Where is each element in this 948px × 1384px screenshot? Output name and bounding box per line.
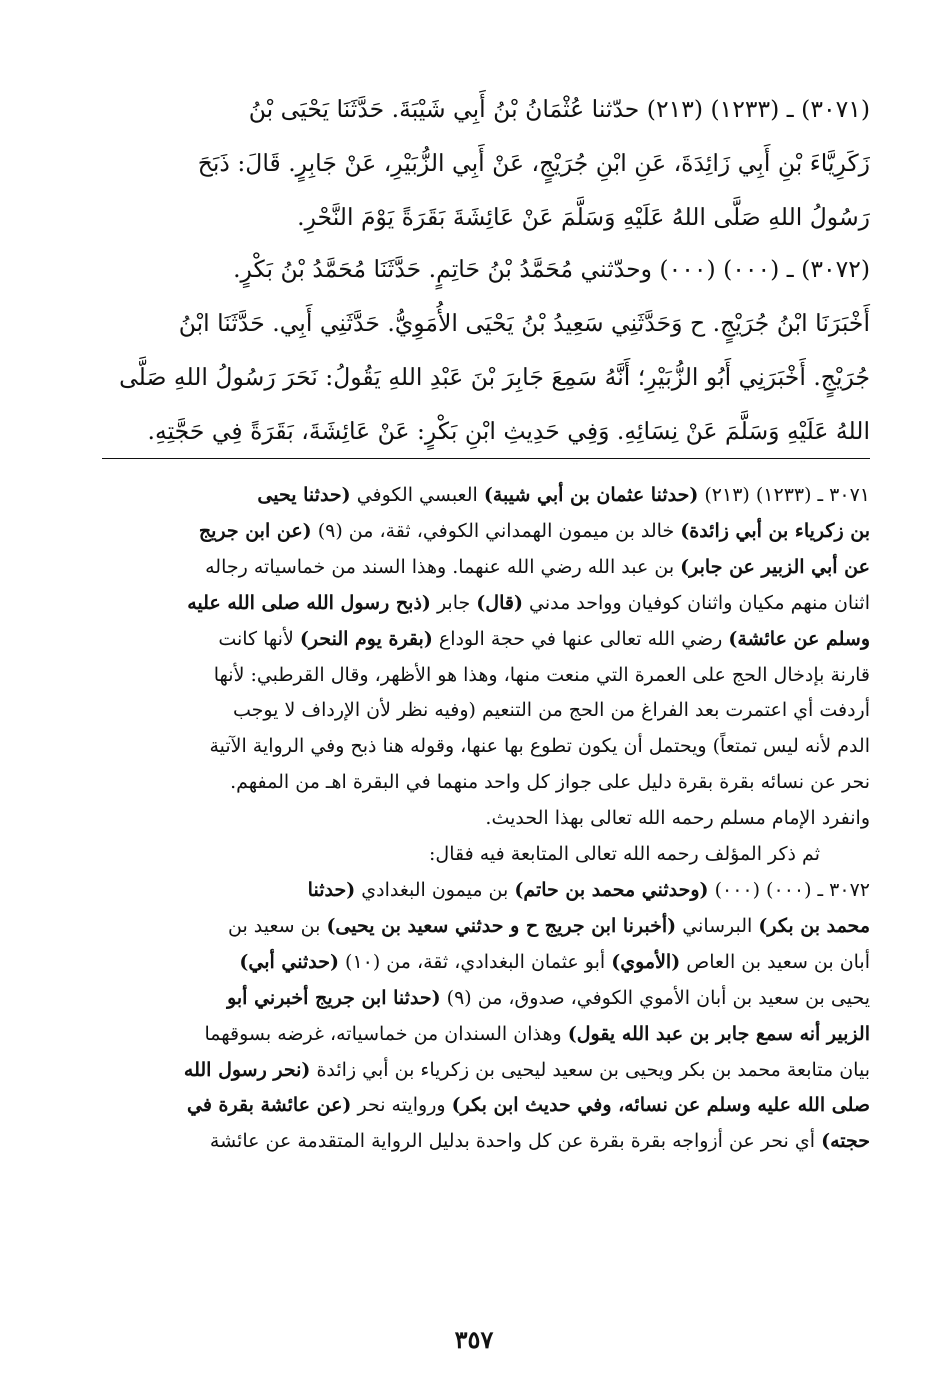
commentary-text: البرساني <box>676 914 759 937</box>
commentary-text: ثم ذكر المؤلف رحمه الله تعالى المتابعة فيه فقال: <box>429 843 820 866</box>
hadith-line: (٣٠٧١) ـ (١٢٣٣) (٢١٣) حدّثنا عُثْمَانُ بْنُ أَبِي شَيْبَةَ. حَدَّثَنَا يَحْيَى بْنُ <box>248 95 870 123</box>
commentary-line <box>104 1124 870 1160</box>
bold-quote: (عن ابن جريج <box>198 519 312 542</box>
hadith-3071 <box>104 82 870 244</box>
commentary-text: قارنة بإدخال الحج على العمرة التي منعت منها، وهذا هو الأظهر، وقال القرطبي: لأنها <box>213 663 870 686</box>
hadith-3072 <box>104 242 870 458</box>
bold-quote: (وحدثني محمد بن حاتم) <box>514 878 709 901</box>
commentary-text: بن عبد الله رضي الله عنهما. وهذا السند من خماسياته رجاله <box>205 555 681 578</box>
commentary-line <box>104 765 870 801</box>
commentary-text: ٣٠٧١ ـ (١٢٣٣) (٢١٣) <box>698 484 870 506</box>
bold-quote: (عن عائشة بقرة في <box>186 1094 352 1117</box>
commentary-line <box>104 981 870 1017</box>
commentary-text: وروايته نحر <box>351 1094 452 1117</box>
commentary-text: لأنها كانت <box>218 627 300 650</box>
commentary-line <box>104 909 870 945</box>
bold-quote: (حدثنا يحيى <box>257 484 351 506</box>
commentary-line <box>104 837 870 873</box>
commentary-text: خالد بن ميمون الهمداني الكوفي، ثقة، من (٩) <box>311 519 681 542</box>
commentary-line <box>104 1017 870 1053</box>
commentary-text: العبسي الكوفي <box>350 484 484 506</box>
bold-quote: محمد بن بكر) <box>758 914 870 937</box>
bold-quote: (الأموي) <box>611 950 681 973</box>
commentary-text: أبان بن سعيد بن العاص <box>680 950 870 973</box>
bold-quote: (بقرة يوم النحر) <box>299 627 433 650</box>
bold-quote: (أخبرنا ابن جريج ح و حدثني سعيد بن يحيى) <box>326 914 677 937</box>
hadith-line: رَسُولُ اللهِ صَلَّى اللهُ عَلَيْهِ وَسَلَّمَ عَنْ عَائِشَةَ بَقَرَةً يَوْمَ النَّحْرِ. <box>297 203 870 231</box>
commentary-text: أي نحر عن أزواجه بقرة بقرة عن كل واحدة بدليل الرواية المتقدمة عن عائشة <box>209 1130 822 1153</box>
bold-quote: حجته) <box>821 1130 870 1153</box>
commentary-line <box>104 693 870 729</box>
commentary <box>104 478 870 1160</box>
commentary-line <box>104 514 870 550</box>
commentary-line <box>104 801 870 837</box>
commentary-text: الدم لأنه ليس تمتعاً) ويحتمل أن يكون تطوع بها عنها، وقوله هنا ذبح وفي الرواية الآتية <box>209 735 870 758</box>
commentary-text: أبو عثمان البغدادي، ثقة، من (١٠) <box>338 950 612 973</box>
commentary-text: وهذان السندان من خماسياته، غرضه بسوقهما <box>204 1022 568 1045</box>
hadith-line: اللهُ عَلَيْهِ وَسَلَّمَ عَنْ نِسَائِهِ. وَفِي حَدِيثِ ابْنِ بَكْرٍ: عَنْ عَائِشَةَ، بَقَرَةً فِي حَجَّتِهِ. <box>147 417 870 445</box>
commentary-text: بن ميمون البغدادي <box>355 878 515 901</box>
commentary-text: أردفت أي اعتمرت بعد الفراغ من الحج من التنعيم (وفيه نظر لأن الإرداف لا يوجب <box>232 699 870 722</box>
bold-quote: (حدثنا ابن جريج أخبرني أبو <box>227 986 441 1009</box>
bold-quote: (نحر رسول الله <box>183 1058 311 1081</box>
bold-quote: (قال) <box>476 591 523 614</box>
commentary-line <box>104 729 870 765</box>
hadith-line: زَكَرِيَّاءَ بْنِ أَبِي زَائِدَةَ، عَنِ ابْنِ جُرَيْجٍ، عَنْ أَبِي الزُّبَيْرِ، عَنْ جَابِرٍ. قَالَ: ذَبَحَ <box>197 149 870 177</box>
hadith-line: (٣٠٧٢) ـ (٠٠٠) (٠٠٠) وحدّثني مُحَمَّدُ بْنُ حَاتِمٍ. حَدَّثَنَا مُحَمَّدُ بْنُ بَكْرٍ. <box>233 255 870 283</box>
bold-quote: وسلم عن عائشة) <box>728 627 870 650</box>
page-number: ٣٥٧ <box>454 1325 494 1354</box>
commentary-line <box>104 1088 870 1124</box>
commentary-line <box>104 1053 870 1089</box>
bold-quote: بن زكرياء بن أبي زائدة) <box>680 519 870 542</box>
commentary-line <box>104 658 870 694</box>
commentary-line <box>104 945 870 981</box>
bold-quote: (حدثني أبي) <box>239 950 339 973</box>
commentary-line <box>104 873 870 909</box>
commentary-text: بن سعيد بن <box>228 914 327 937</box>
commentary-text: نحر عن نسائه بقرة بقرة دليل على جواز كل واحد منهما في البقرة اهـ من المفهم. <box>230 771 870 794</box>
commentary-line <box>104 550 870 586</box>
commentary-line <box>104 622 870 658</box>
bold-quote: عن أبي الزبير عن جابر) <box>680 555 870 578</box>
commentary-text: رضي الله تعالى عنها في حجة الوداع <box>432 627 729 650</box>
bold-quote: (حدثنا <box>307 878 356 901</box>
commentary-text: وانفرد الإمام مسلم رحمه الله تعالى بهذا الحديث. <box>485 807 870 830</box>
hadith-line: أَخْبَرَنَا ابْنُ جُرَيْجٍ. ح وَحَدَّثَنِي سَعِيدُ بْنُ يَحْيَى الأُمَوِيُّ. حَدَّثَنِي أَبِي. حَدَّثَنَا ابْنُ <box>178 309 870 337</box>
commentary-text: اثنان منهم مكيان واثنان كوفيان وواحد مدني <box>522 591 870 614</box>
commentary-text: بيان متابعة محمد بن بكر ويحيى بن سعيد ليحيى بن زكرياء بن أبي زائدة <box>310 1058 870 1081</box>
bold-quote: صلى الله عليه وسلم عن نسائه، وفي حديث ابن بكر) <box>451 1094 870 1117</box>
commentary-text: يحيى بن سعيد بن أبان الأموي الكوفي، صدوق، من (٩) <box>440 986 870 1009</box>
hadith-line: جُرَيْجٍ. أَخْبَرَنِي أَبُو الزُّبَيْرِ؛ أَنَّهُ سَمِعَ جَابِرَ بْنَ عَبْدِ اللهِ يَقُولُ: نَحَرَ رَسُولُ اللهِ صَلَّى <box>119 363 870 391</box>
bold-quote: الزبير أنه سمع جابر بن عبد الله يقول) <box>567 1022 870 1045</box>
commentary-text: جابر <box>430 591 477 614</box>
section-divider <box>102 458 870 459</box>
commentary-line <box>104 586 870 622</box>
bold-quote: (حدثنا عثمان بن أبي شيبة) <box>483 484 699 506</box>
commentary-line <box>104 478 870 514</box>
bold-quote: (ذبح رسول الله صلى الله عليه <box>187 591 431 614</box>
commentary-text: ٣٠٧٢ ـ (٠٠٠) (٠٠٠) <box>708 878 870 901</box>
